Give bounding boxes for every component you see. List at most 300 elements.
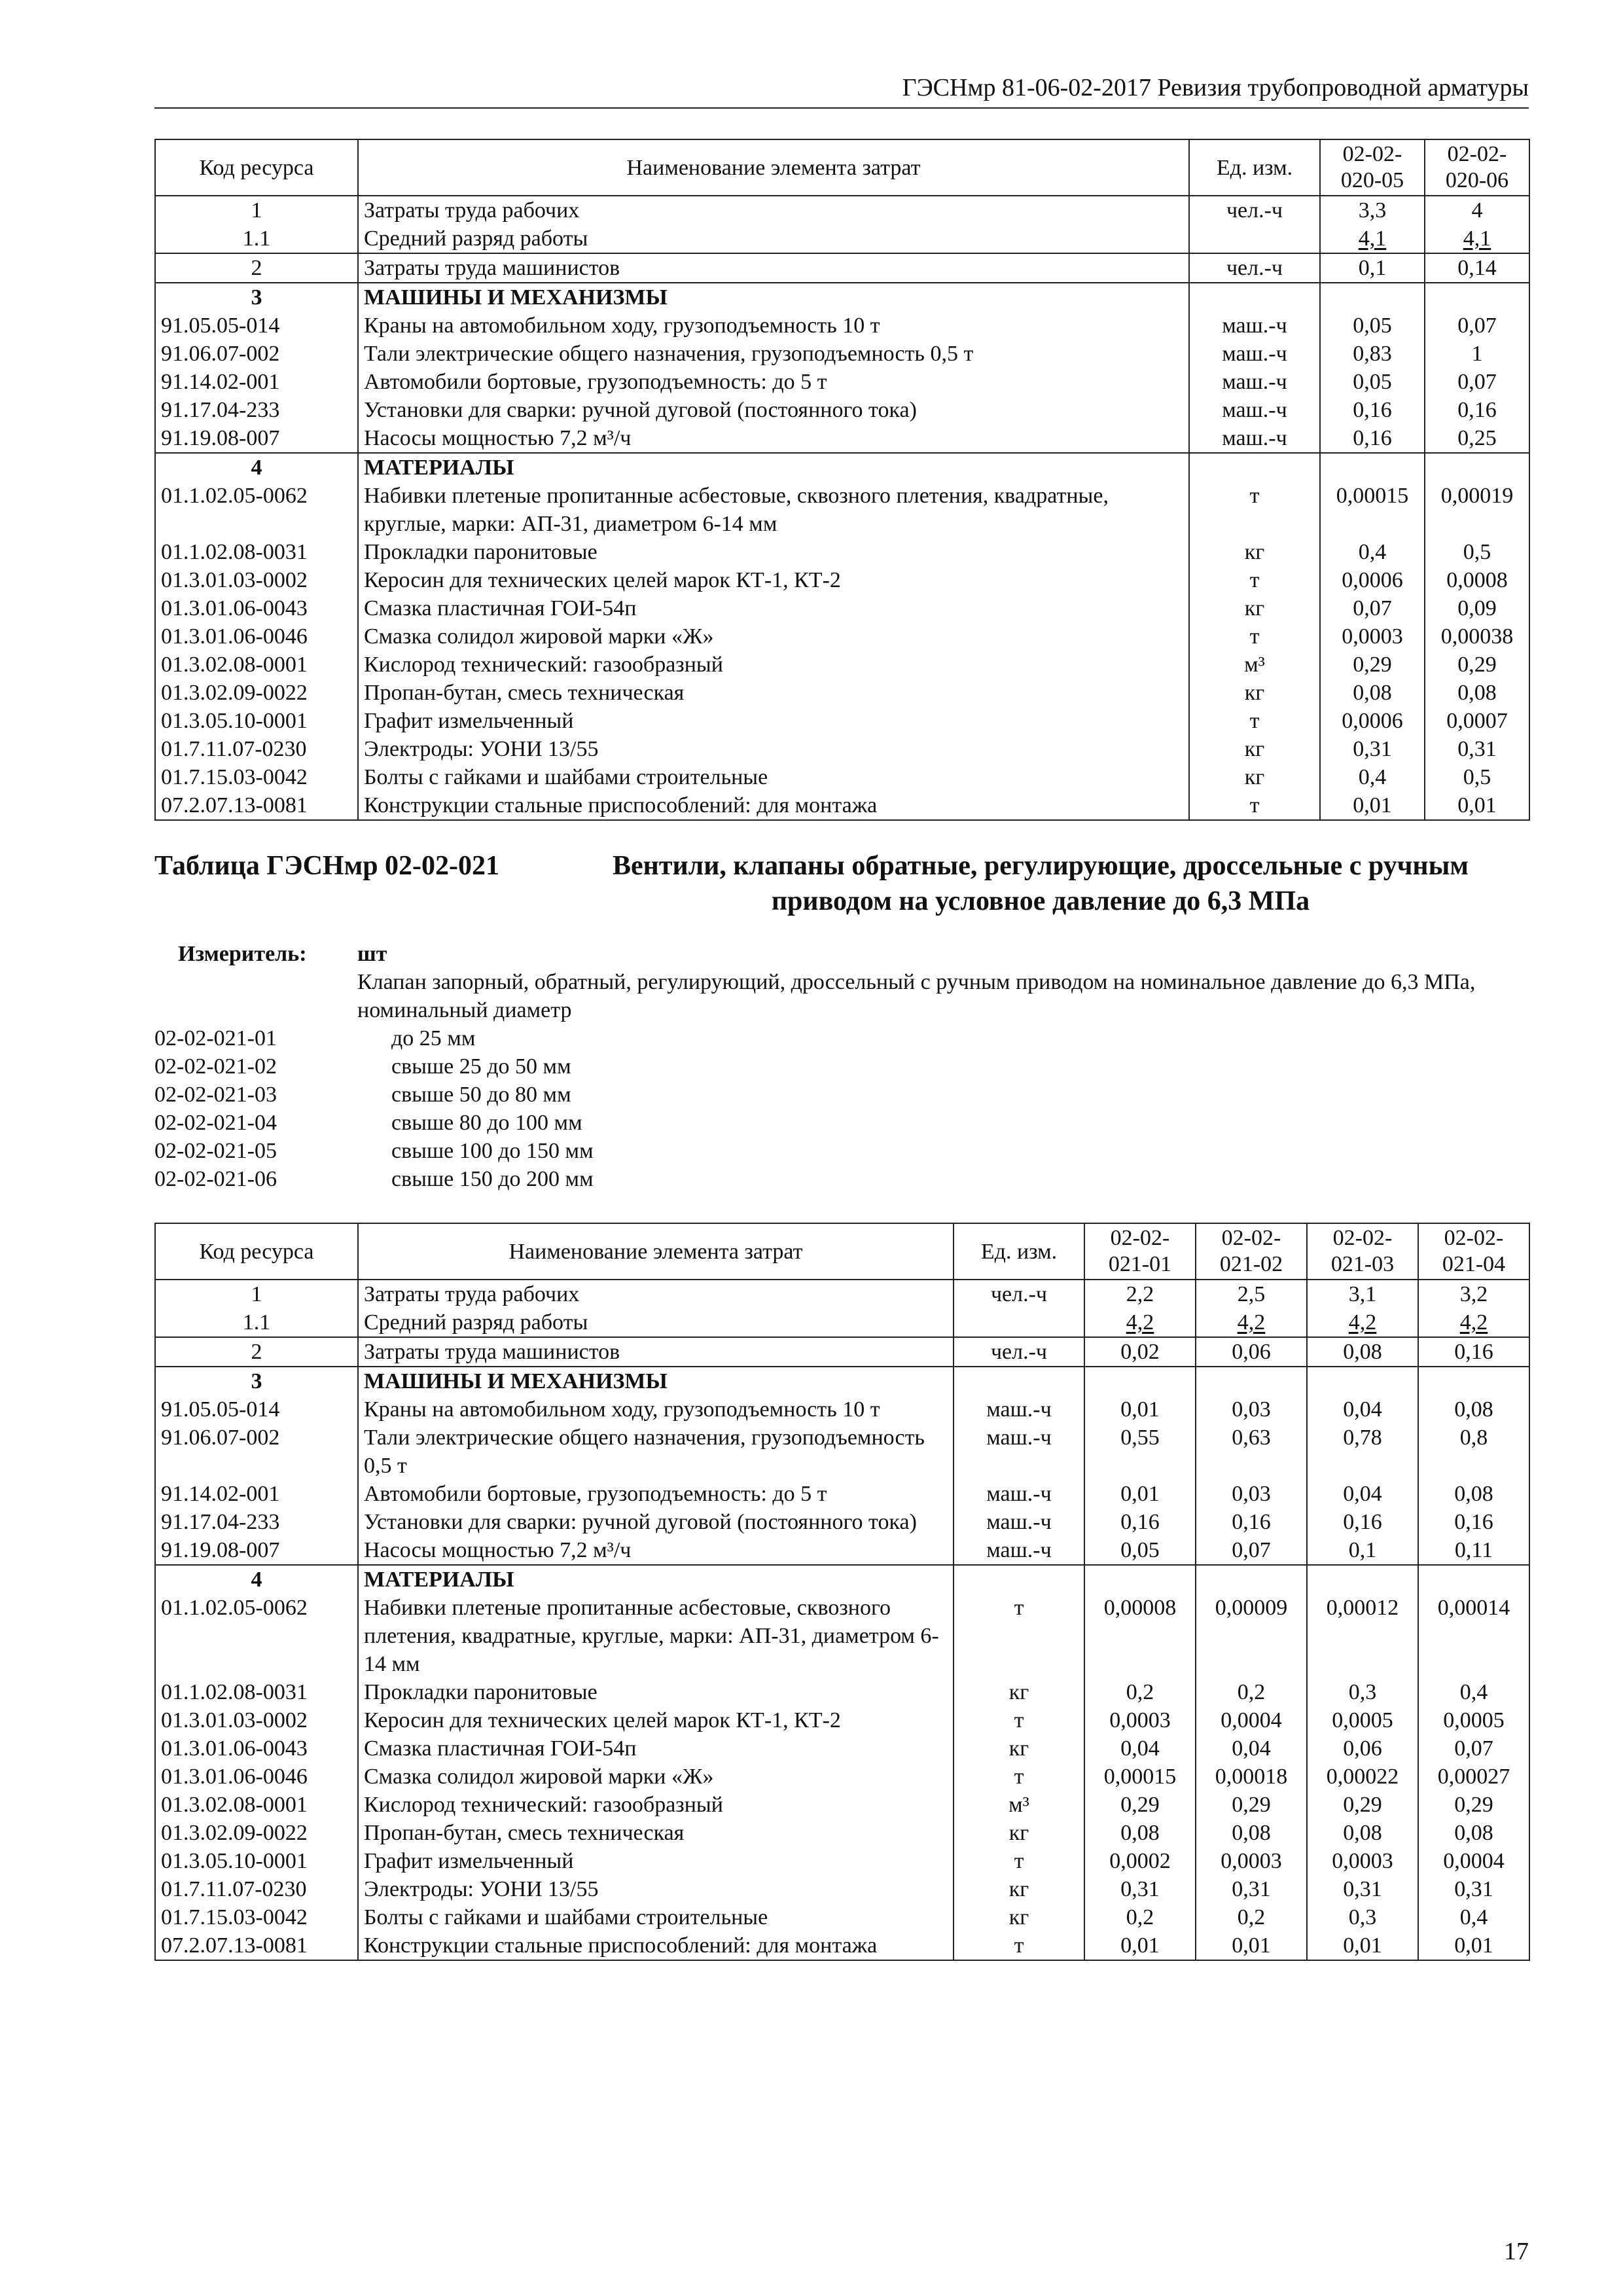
value-cell: 0,0007 bbox=[1425, 707, 1529, 735]
unit-cell: т bbox=[1189, 566, 1320, 594]
value-cell: 0,07 bbox=[1425, 312, 1529, 340]
resource-code: 4 bbox=[155, 1565, 358, 1594]
table-row bbox=[155, 482, 1529, 538]
unit-cell: т bbox=[954, 1847, 1084, 1875]
value-cell: 0,31 bbox=[1084, 1875, 1196, 1903]
value-cell: 0,0003 bbox=[1320, 622, 1425, 651]
resource-code: 01.7.15.03-0042 bbox=[155, 1903, 358, 1931]
table-row bbox=[155, 1847, 1529, 1875]
value-cell: 0,25 bbox=[1425, 424, 1529, 453]
unit-cell: чел.-ч bbox=[954, 1337, 1084, 1367]
cost-element-name: Графит измельченный bbox=[358, 1847, 954, 1875]
norm-code: 02-02-021-03 bbox=[154, 1083, 277, 1107]
value-cell: 0,0004 bbox=[1196, 1706, 1307, 1734]
unit-cell bbox=[1189, 283, 1320, 312]
header-row bbox=[155, 139, 1529, 196]
value-cell: 0,08 bbox=[1196, 1819, 1307, 1847]
table-row bbox=[155, 1395, 1529, 1424]
resource-code: 01.1.02.05-0062 bbox=[155, 1594, 358, 1678]
cost-element-name: Средний разряд работы bbox=[358, 224, 1189, 253]
resource-code: 01.7.11.07-0230 bbox=[155, 735, 358, 763]
unit-cell: т bbox=[1189, 482, 1320, 538]
value-cell: 0,4 bbox=[1418, 1678, 1529, 1706]
value-cell: 0,03 bbox=[1196, 1395, 1307, 1424]
unit-cell: кг bbox=[954, 1819, 1084, 1847]
value-cell: 0,07 bbox=[1320, 594, 1425, 622]
value-cell: 0,0005 bbox=[1418, 1706, 1529, 1734]
value-cell: 0,16 bbox=[1425, 396, 1529, 424]
cost-element-name: МАТЕРИАЛЫ bbox=[358, 1565, 954, 1594]
resource-code: 91.06.07-002 bbox=[155, 1424, 358, 1480]
value-cell: 0,0004 bbox=[1418, 1847, 1529, 1875]
cost-element-name: Керосин для технических целей марок КТ-1, КТ-2 bbox=[358, 566, 1189, 594]
value-cell: 0,31 bbox=[1418, 1875, 1529, 1903]
table-row bbox=[155, 1337, 1529, 1367]
unit-cell bbox=[1189, 453, 1320, 482]
table-row bbox=[155, 594, 1529, 622]
norm-range: свыше 80 до 100 мм bbox=[391, 1111, 582, 1135]
resource-code: 01.1.02.08-0031 bbox=[155, 1678, 358, 1706]
value-cell: 0,0002 bbox=[1084, 1847, 1196, 1875]
value-cell: 0,01 bbox=[1418, 1931, 1529, 1960]
value-cell bbox=[1418, 1367, 1529, 1395]
cost-element-name: Затраты труда рабочих bbox=[358, 1280, 954, 1308]
table-row bbox=[155, 622, 1529, 651]
value-cell: 0,16 bbox=[1320, 396, 1425, 424]
value-cell: 0,63 bbox=[1196, 1424, 1307, 1480]
resource-code: 2 bbox=[155, 1337, 358, 1367]
unit-cell: м³ bbox=[954, 1791, 1084, 1819]
resource-code: 91.05.05-014 bbox=[155, 1395, 358, 1424]
header-norm-code: 02-02- 020-06 bbox=[1425, 139, 1529, 196]
value-cell: 0,07 bbox=[1418, 1734, 1529, 1763]
value-cell: 0,08 bbox=[1320, 679, 1425, 707]
value-cell bbox=[1320, 453, 1425, 482]
table-body bbox=[155, 1280, 1529, 1960]
value-cell bbox=[1196, 1367, 1307, 1395]
value-cell: 2,5 bbox=[1196, 1280, 1307, 1308]
value-cell bbox=[1307, 1367, 1418, 1395]
norm-range: свыше 50 до 80 мм bbox=[391, 1083, 571, 1107]
value-cell: 4,2 bbox=[1418, 1308, 1529, 1337]
unit-cell: маш.-ч bbox=[1189, 312, 1320, 340]
cost-element-name: Установки для сварки: ручной дуговой (постоянного тока) bbox=[358, 396, 1189, 424]
cost-element-name: Затраты труда рабочих bbox=[358, 196, 1189, 224]
value-cell bbox=[1196, 1565, 1307, 1594]
header-row bbox=[155, 1223, 1529, 1280]
value-cell: 0,06 bbox=[1196, 1337, 1307, 1367]
table-header bbox=[155, 139, 1529, 196]
table-row bbox=[155, 1565, 1529, 1594]
value-cell: 4,1 bbox=[1425, 224, 1529, 253]
cost-element-name: Графит измельченный bbox=[358, 707, 1189, 735]
value-cell: 3,3 bbox=[1320, 196, 1425, 224]
value-cell: 0,0008 bbox=[1425, 566, 1529, 594]
value-cell: 0,08 bbox=[1084, 1819, 1196, 1847]
running-header: ГЭСНмр 81-06-02-2017 Ревизия трубопроводной арматуры bbox=[154, 71, 1529, 109]
value-cell: 3,1 bbox=[1307, 1280, 1418, 1308]
table-row bbox=[155, 1791, 1529, 1819]
value-cell bbox=[1320, 283, 1425, 312]
table-caption: Вентили, клапаны обратные, регулирующие, дроссельные с ручным приводом на условное давление до 6,3 МПа bbox=[612, 851, 1469, 916]
resource-code: 01.1.02.08-0031 bbox=[155, 538, 358, 566]
value-cell: 3,2 bbox=[1418, 1280, 1529, 1308]
value-cell: 0,16 bbox=[1084, 1508, 1196, 1536]
value-cell: 0,05 bbox=[1320, 368, 1425, 396]
cost-element-name: Пропан-бутан, смесь техническая bbox=[358, 1819, 954, 1847]
unit-cell: м³ bbox=[1189, 651, 1320, 679]
value-cell: 0,00015 bbox=[1320, 482, 1425, 538]
value-cell: 0,29 bbox=[1425, 651, 1529, 679]
table-row bbox=[155, 196, 1529, 224]
meter-items bbox=[154, 1024, 1529, 1193]
table-row bbox=[155, 679, 1529, 707]
cost-element-name: Тали электрические общего назначения, грузоподъемность 0,5 т bbox=[358, 1424, 954, 1480]
table-row bbox=[155, 735, 1529, 763]
cost-element-name: Краны на автомобильном ходу, грузоподъемность 10 т bbox=[358, 1395, 954, 1424]
value-cell: 4,2 bbox=[1084, 1308, 1196, 1337]
meter-item bbox=[154, 1165, 1529, 1193]
unit-cell: маш.-ч bbox=[954, 1480, 1084, 1508]
cost-element-name: Конструкции стальные приспособлений: для монтажа bbox=[358, 791, 1189, 820]
cost-element-name: МАТЕРИАЛЫ bbox=[358, 453, 1189, 482]
cost-element-name: Кислород технический: газообразный bbox=[358, 1791, 954, 1819]
value-cell: 0,16 bbox=[1307, 1508, 1418, 1536]
value-cell: 0,83 bbox=[1320, 340, 1425, 368]
meter-item bbox=[154, 1081, 1529, 1109]
unit-cell: чел.-ч bbox=[1189, 196, 1320, 224]
cost-element-name: Керосин для технических целей марок КТ-1, КТ-2 bbox=[358, 1706, 954, 1734]
cost-element-name: Тали электрические общего назначения, грузоподъемность 0,5 т bbox=[358, 340, 1189, 368]
unit-cell: кг bbox=[1189, 735, 1320, 763]
resource-code: 01.7.11.07-0230 bbox=[155, 1875, 358, 1903]
unit-cell: маш.-ч bbox=[954, 1395, 1084, 1424]
value-cell: 0,1 bbox=[1320, 253, 1425, 283]
resource-code: 4 bbox=[155, 453, 358, 482]
value-cell: 0,11 bbox=[1418, 1536, 1529, 1565]
resource-code: 01.3.02.09-0022 bbox=[155, 679, 358, 707]
value-cell: 0,0006 bbox=[1320, 707, 1425, 735]
value-cell bbox=[1425, 453, 1529, 482]
header-code: Код ресурса bbox=[155, 1223, 358, 1280]
value-cell: 0,00022 bbox=[1307, 1763, 1418, 1791]
table-row bbox=[155, 707, 1529, 735]
cost-element-name: Насосы мощностью 7,2 м³/ч bbox=[358, 424, 1189, 453]
header-norm-code: 02-02- 021-03 bbox=[1307, 1223, 1418, 1280]
resource-code: 01.7.15.03-0042 bbox=[155, 763, 358, 791]
value-cell: 0,05 bbox=[1320, 312, 1425, 340]
header-name: Наименование элемента затрат bbox=[358, 1223, 954, 1280]
unit-cell: кг bbox=[1189, 594, 1320, 622]
value-cell bbox=[1084, 1367, 1196, 1395]
value-cell: 0,31 bbox=[1307, 1875, 1418, 1903]
resource-code: 91.14.02-001 bbox=[155, 1480, 358, 1508]
value-cell: 0,06 bbox=[1307, 1734, 1418, 1763]
table-body bbox=[155, 196, 1529, 820]
header-norm-code: 02-02- 020-05 bbox=[1320, 139, 1425, 196]
resource-code: 3 bbox=[155, 283, 358, 312]
meter-label: Измеритель: bbox=[178, 942, 307, 966]
value-cell: 0,16 bbox=[1196, 1508, 1307, 1536]
value-cell: 0,4 bbox=[1418, 1903, 1529, 1931]
unit-cell: т bbox=[1189, 707, 1320, 735]
unit-cell: кг bbox=[954, 1903, 1084, 1931]
cost-element-name: Пропан-бутан, смесь техническая bbox=[358, 679, 1189, 707]
unit-cell: т bbox=[954, 1594, 1084, 1678]
page-number: 17 bbox=[1504, 2238, 1529, 2265]
value-cell: 0,00038 bbox=[1425, 622, 1529, 651]
value-cell: 0,31 bbox=[1320, 735, 1425, 763]
resource-code: 91.17.04-233 bbox=[155, 1508, 358, 1536]
norm-code: 02-02-021-01 bbox=[154, 1026, 277, 1050]
table-row bbox=[155, 651, 1529, 679]
cost-element-name: Электроды: УОНИ 13/55 bbox=[358, 1875, 954, 1903]
table-row bbox=[155, 1763, 1529, 1791]
value-cell: 0,04 bbox=[1196, 1734, 1307, 1763]
header-norm-code: 02-02- 021-02 bbox=[1196, 1223, 1307, 1280]
resource-code: 07.2.07.13-0081 bbox=[155, 1931, 358, 1960]
value-cell bbox=[1084, 1565, 1196, 1594]
cost-element-name: Кислород технический: газообразный bbox=[358, 651, 1189, 679]
resource-code: 01.3.02.08-0001 bbox=[155, 651, 358, 679]
value-cell: 0,00008 bbox=[1084, 1594, 1196, 1678]
unit-cell: маш.-ч bbox=[1189, 424, 1320, 453]
value-cell bbox=[1418, 1565, 1529, 1594]
table-row bbox=[155, 224, 1529, 253]
norm-range: до 25 мм bbox=[391, 1026, 476, 1050]
norm-code: 02-02-021-02 bbox=[154, 1054, 277, 1079]
unit-cell: кг bbox=[954, 1678, 1084, 1706]
value-cell: 4,1 bbox=[1320, 224, 1425, 253]
cost-element-name: Смазка пластичная ГОИ-54п bbox=[358, 1734, 954, 1763]
resource-code: 91.06.07-002 bbox=[155, 340, 358, 368]
table-row bbox=[155, 1367, 1529, 1395]
value-cell: 0,00018 bbox=[1196, 1763, 1307, 1791]
unit-cell: кг bbox=[954, 1875, 1084, 1903]
table-row bbox=[155, 283, 1529, 312]
value-cell: 0,02 bbox=[1084, 1337, 1196, 1367]
value-cell: 0,31 bbox=[1196, 1875, 1307, 1903]
table-row bbox=[155, 453, 1529, 482]
table-row bbox=[155, 538, 1529, 566]
unit-cell: т bbox=[954, 1763, 1084, 1791]
cost-element-name: Электроды: УОНИ 13/55 bbox=[358, 735, 1189, 763]
cost-element-name: Затраты труда машинистов bbox=[358, 1337, 954, 1367]
unit-cell: кг bbox=[1189, 763, 1320, 791]
table-row bbox=[155, 763, 1529, 791]
value-cell: 0,04 bbox=[1307, 1395, 1418, 1424]
resource-code: 91.17.04-233 bbox=[155, 396, 358, 424]
table-row bbox=[155, 1903, 1529, 1931]
cost-element-name: Средний разряд работы bbox=[358, 1308, 954, 1337]
value-cell: 0,3 bbox=[1307, 1903, 1418, 1931]
header-norm-code: 02-02- 021-04 bbox=[1418, 1223, 1529, 1280]
resource-code: 01.3.01.06-0046 bbox=[155, 1763, 358, 1791]
meter-item bbox=[154, 1137, 1529, 1165]
value-cell: 0,29 bbox=[1084, 1791, 1196, 1819]
value-cell: 0,08 bbox=[1307, 1819, 1418, 1847]
value-cell: 0,3 bbox=[1307, 1678, 1418, 1706]
value-cell: 0,00012 bbox=[1307, 1594, 1418, 1678]
value-cell: 0,01 bbox=[1196, 1931, 1307, 1960]
value-cell: 0,08 bbox=[1418, 1819, 1529, 1847]
unit-cell: маш.-ч bbox=[954, 1536, 1084, 1565]
value-cell: 0,29 bbox=[1307, 1791, 1418, 1819]
value-cell: 0,07 bbox=[1196, 1536, 1307, 1565]
table-row bbox=[155, 1734, 1529, 1763]
table-row bbox=[155, 1480, 1529, 1508]
cost-element-name: Болты с гайками и шайбами строительные bbox=[358, 1903, 954, 1931]
cost-element-name: Краны на автомобильном ходу, грузоподъемность 10 т bbox=[358, 312, 1189, 340]
table-row bbox=[155, 368, 1529, 396]
resource-code: 01.3.01.06-0046 bbox=[155, 622, 358, 651]
unit-cell: т bbox=[954, 1931, 1084, 1960]
unit-cell: маш.-ч bbox=[1189, 396, 1320, 424]
resource-code: 1 bbox=[155, 196, 358, 224]
value-cell: 0,01 bbox=[1320, 791, 1425, 820]
meter-description: Клапан запорный, обратный, регулирующий, дроссельный с ручным приводом на номинальное давление до 6,3 МПа, номинальный диаметр bbox=[357, 970, 1476, 1022]
table-row bbox=[155, 1424, 1529, 1480]
unit-cell: т bbox=[954, 1706, 1084, 1734]
meter-item bbox=[154, 1109, 1529, 1137]
value-cell: 0,2 bbox=[1084, 1903, 1196, 1931]
meter-item bbox=[154, 1024, 1529, 1052]
value-cell: 0,2 bbox=[1196, 1903, 1307, 1931]
cost-element-name: Прокладки паронитовые bbox=[358, 1678, 954, 1706]
table-row bbox=[155, 1875, 1529, 1903]
value-cell: 0,16 bbox=[1320, 424, 1425, 453]
resource-table-020 bbox=[154, 139, 1530, 821]
table-row bbox=[155, 566, 1529, 594]
value-cell: 0,08 bbox=[1425, 679, 1529, 707]
cost-element-name: Набивки плетеные пропитанные асбестовые, сквозного плетения, квадратные, круглые, марки: АП-31, диаметром 6-14 мм bbox=[358, 1594, 954, 1678]
meter-unit: шт bbox=[357, 942, 387, 966]
cost-element-name: Набивки плетеные пропитанные асбестовые, сквозного плетения, квадратные, круглые, марки: АП-31, диаметром 6-14 мм bbox=[358, 482, 1189, 538]
table-row bbox=[155, 396, 1529, 424]
table-header bbox=[155, 1223, 1529, 1280]
value-cell: 0,00015 bbox=[1084, 1763, 1196, 1791]
norm-code: 02-02-021-04 bbox=[154, 1111, 277, 1135]
table-row bbox=[155, 312, 1529, 340]
table-row bbox=[155, 1706, 1529, 1734]
unit-cell: т bbox=[1189, 791, 1320, 820]
unit-cell: маш.-ч bbox=[954, 1508, 1084, 1536]
meter-block bbox=[154, 940, 1529, 1193]
resource-code: 1.1 bbox=[155, 1308, 358, 1337]
norm-range: свыше 100 до 150 мм bbox=[391, 1139, 594, 1163]
resource-code: 01.3.05.10-0001 bbox=[155, 707, 358, 735]
value-cell bbox=[1307, 1565, 1418, 1594]
value-cell: 0,09 bbox=[1425, 594, 1529, 622]
table-row bbox=[155, 340, 1529, 368]
resource-code: 1.1 bbox=[155, 224, 358, 253]
resource-code: 1 bbox=[155, 1280, 358, 1308]
unit-cell: маш.-ч bbox=[1189, 368, 1320, 396]
resource-code: 91.19.08-007 bbox=[155, 1536, 358, 1565]
value-cell: 0,14 bbox=[1425, 253, 1529, 283]
table-row bbox=[155, 1508, 1529, 1536]
table-row bbox=[155, 1819, 1529, 1847]
resource-code: 01.3.05.10-0001 bbox=[155, 1847, 358, 1875]
value-cell: 0,00019 bbox=[1425, 482, 1529, 538]
value-cell: 0,0006 bbox=[1320, 566, 1425, 594]
resource-table-021 bbox=[154, 1223, 1530, 1961]
value-cell: 0,01 bbox=[1084, 1395, 1196, 1424]
cost-element-name: Затраты труда машинистов bbox=[358, 253, 1189, 283]
unit-cell: кг bbox=[954, 1734, 1084, 1763]
header-norm-code: 02-02- 021-01 bbox=[1084, 1223, 1196, 1280]
value-cell: 0,0003 bbox=[1084, 1706, 1196, 1734]
table-row bbox=[155, 1678, 1529, 1706]
value-cell: 2,2 bbox=[1084, 1280, 1196, 1308]
value-cell: 0,07 bbox=[1425, 368, 1529, 396]
cost-element-name: МАШИНЫ И МЕХАНИЗМЫ bbox=[358, 283, 1189, 312]
value-cell: 0,29 bbox=[1320, 651, 1425, 679]
unit-cell: маш.-ч bbox=[954, 1424, 1084, 1480]
value-cell: 4,2 bbox=[1307, 1308, 1418, 1337]
table-row bbox=[155, 253, 1529, 283]
cost-element-name: Смазка солидол жировой марки «Ж» bbox=[358, 1763, 954, 1791]
value-cell: 0,55 bbox=[1084, 1424, 1196, 1480]
value-cell: 1 bbox=[1425, 340, 1529, 368]
value-cell: 0,01 bbox=[1084, 1480, 1196, 1508]
value-cell: 0,2 bbox=[1084, 1678, 1196, 1706]
value-cell: 0,78 bbox=[1307, 1424, 1418, 1480]
unit-cell bbox=[954, 1565, 1084, 1594]
value-cell: 0,01 bbox=[1307, 1931, 1418, 1960]
cost-element-name: Конструкции стальные приспособлений: для монтажа bbox=[358, 1931, 954, 1960]
value-cell: 0,16 bbox=[1418, 1508, 1529, 1536]
unit-cell bbox=[954, 1308, 1084, 1337]
resource-code: 01.3.01.03-0002 bbox=[155, 566, 358, 594]
header-code: Код ресурса bbox=[155, 139, 358, 196]
value-cell: 0,29 bbox=[1418, 1791, 1529, 1819]
resource-code: 01.3.01.03-0002 bbox=[155, 1706, 358, 1734]
unit-cell: чел.-ч bbox=[954, 1280, 1084, 1308]
value-cell: 0,31 bbox=[1425, 735, 1529, 763]
value-cell: 0,00014 bbox=[1418, 1594, 1529, 1678]
value-cell: 0,00009 bbox=[1196, 1594, 1307, 1678]
unit-cell: кг bbox=[1189, 538, 1320, 566]
table-row bbox=[155, 1280, 1529, 1308]
unit-cell bbox=[954, 1367, 1084, 1395]
resource-code: 91.05.05-014 bbox=[155, 312, 358, 340]
resource-code: 3 bbox=[155, 1367, 358, 1395]
value-cell: 0,05 bbox=[1084, 1536, 1196, 1565]
unit-cell: кг bbox=[1189, 679, 1320, 707]
unit-cell: чел.-ч bbox=[1189, 253, 1320, 283]
header-name: Наименование элемента затрат bbox=[358, 139, 1189, 196]
value-cell: 0,04 bbox=[1084, 1734, 1196, 1763]
value-cell: 0,16 bbox=[1418, 1337, 1529, 1367]
value-cell: 0,2 bbox=[1196, 1678, 1307, 1706]
resource-code: 07.2.07.13-0081 bbox=[155, 791, 358, 820]
cost-element-name: Смазка солидол жировой марки «Ж» bbox=[358, 622, 1189, 651]
cost-element-name: Смазка пластичная ГОИ-54п bbox=[358, 594, 1189, 622]
value-cell: 0,29 bbox=[1196, 1791, 1307, 1819]
unit-cell bbox=[1189, 224, 1320, 253]
value-cell: 0,0005 bbox=[1307, 1706, 1418, 1734]
cost-element-name: Прокладки паронитовые bbox=[358, 538, 1189, 566]
value-cell: 0,4 bbox=[1320, 538, 1425, 566]
resource-code: 2 bbox=[155, 253, 358, 283]
cost-element-name: Автомобили бортовые, грузоподъемность: до 5 т bbox=[358, 1480, 954, 1508]
norm-code: 02-02-021-06 bbox=[154, 1167, 277, 1191]
value-cell: 0,1 bbox=[1307, 1536, 1418, 1565]
value-cell: 0,5 bbox=[1425, 763, 1529, 791]
meter-item bbox=[154, 1052, 1529, 1081]
resource-code: 01.3.01.06-0043 bbox=[155, 594, 358, 622]
